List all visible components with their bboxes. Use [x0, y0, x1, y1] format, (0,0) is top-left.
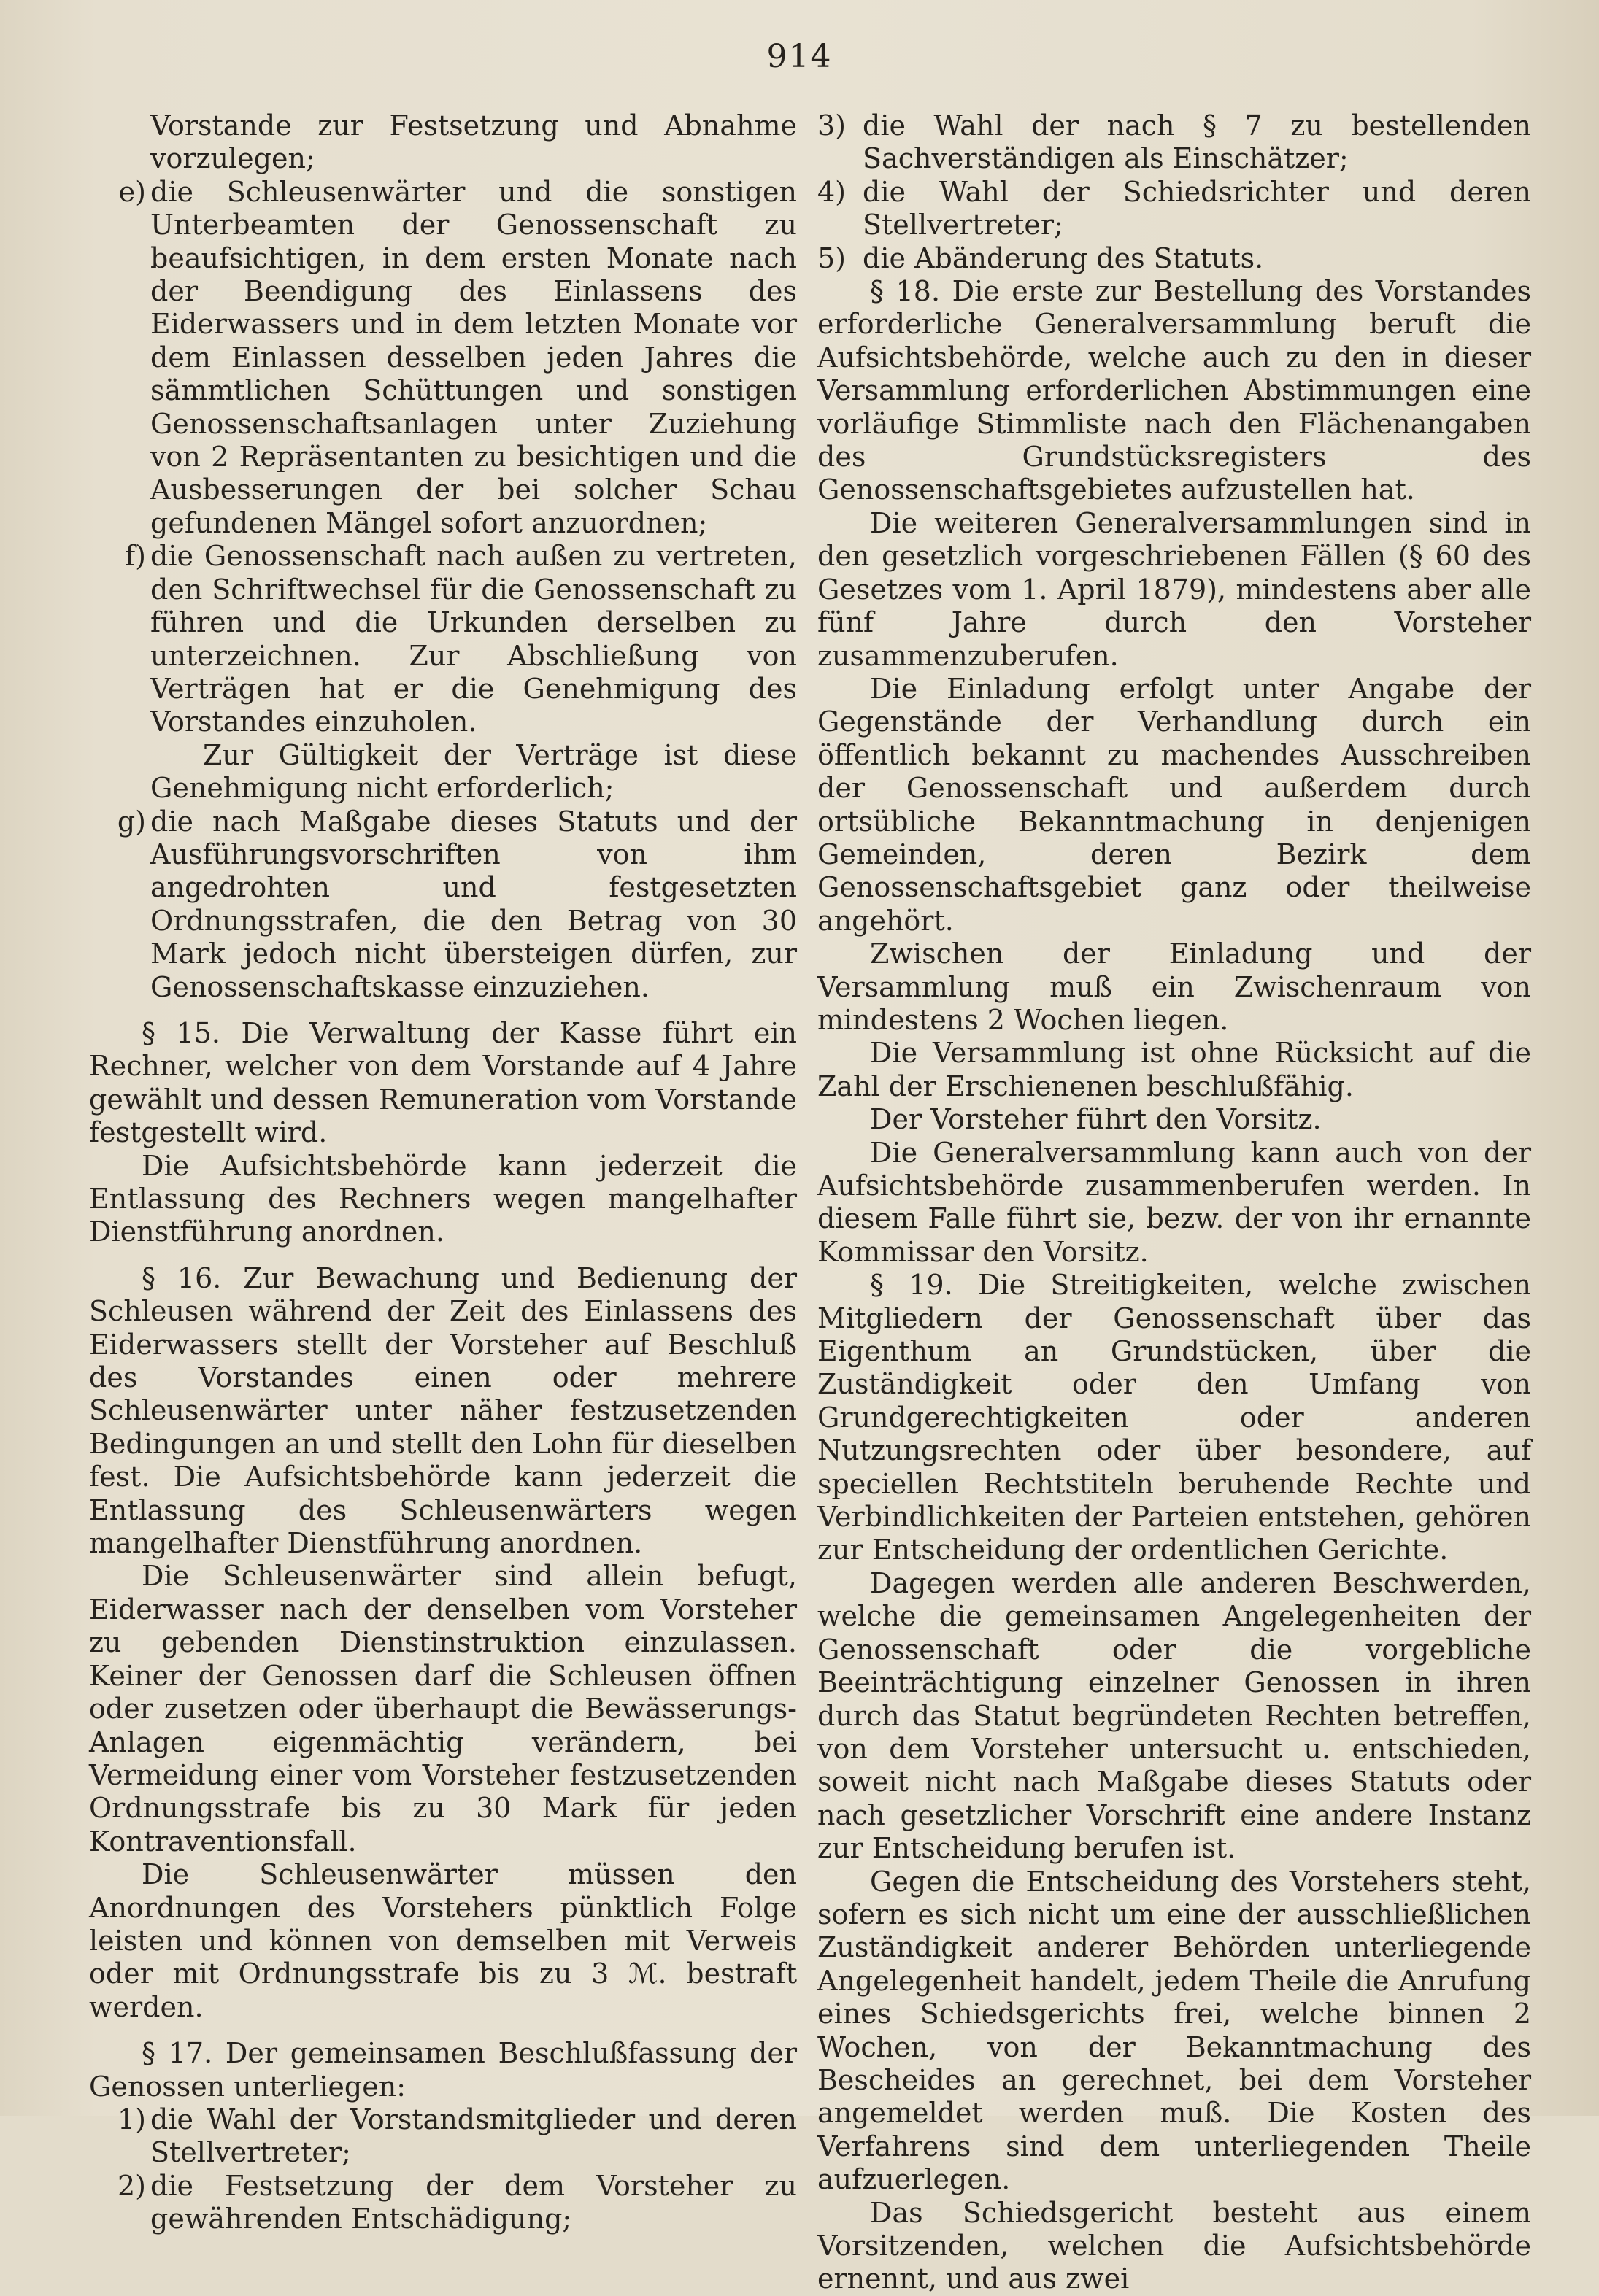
- section-19: § 19. Die Streitigkeiten, welche zwischen Mitgliedern der Genossenschaft über das Eigenthum an Grundstücken, über die Zuständigkeit oder den Umfang von Grundgerechtigkeiten oder anderen Nutzungsrechten oder über besondere, auf speciellen Rechtstiteln beruhende Rechte und Verbindlichkeiten der Parteien entstehen, gehören zur Entscheidung der ordentlichen Gerichte.: [817, 1269, 1531, 1566]
- list-label: g): [117, 805, 146, 838]
- list-label: 1): [117, 2103, 146, 2135]
- page-number: 914: [766, 38, 833, 75]
- paragraph: Die Schleusenwärter sind allein befugt, Eiderwasser nach der denselben vom Vorsteher zu gebenden Dienstinstruktion einzulassen. Keiner der Genossen darf die Schleusen öffnen oder zusetzen oder überhaupt die Bewässerungs-Anlagen eigenmächtig verändern, bei Vermeidung einer vom Vorsteher festzusetzenden Ordnungsstrafe bis zu 30 Mark für jeden Kontraventionsfall.: [89, 1560, 797, 1858]
- paragraph: Dagegen werden alle anderen Beschwerden, welche die gemeinsamen Angelegenheiten der Genossenschaft oder die vorgebliche Beeinträchtigung einzelner Genossen in ihren durch das Statut begründeten Rechten betreffen, von dem Vorsteher untersucht u. entschieden, soweit nicht nach Maßgabe dieses Statuts oder nach gesetzlicher Vorschrift eine andere Instanz zur Entscheidung berufen ist.: [817, 1566, 1531, 1865]
- section-18: § 18. Die erste zur Bestellung des Vorstandes erforderliche Generalversammlung beruft die Aufsichtsbehörde, welche auch zu den in dieser Versammlung erforderlichen Abstimmungen eine vorläufige Stimmliste nach den Flächenangaben des Grundstücksregisters des Genossenschaftsgebietes aufzustellen hat.: [817, 275, 1531, 506]
- list-text: die Festsetzung der dem Vorsteher zu gewährenden Entschädigung;: [150, 2169, 797, 2235]
- paragraph: Zwischen der Einladung und der Versammlung muß ein Zwischenraum von mindestens 2 Wochen liegen.: [817, 938, 1531, 1036]
- list-label: e): [118, 175, 146, 208]
- paragraph: Das Schiedsgericht besteht aus einem Vorsitzenden, welchen die Aufsichtsbehörde ernennt, und aus zwei: [817, 2196, 1531, 2295]
- list-item-4: [817, 176, 1531, 242]
- paragraph: Die weiteren Generalversammlungen sind in den gesetzlich vorgeschriebenen Fällen (§ 60 des Gesetzes vom 1. April 1879), mindestens aber alle fünf Jahre durch den Vorsteher zusammenzuberufen.: [817, 506, 1531, 672]
- list-text: die Wahl der Vorstandsmitglieder und deren Stellvertreter;: [150, 2103, 797, 2169]
- list-label: 2): [117, 2169, 146, 2202]
- section-15: § 15. Die Verwaltung der Kasse führt ein Rechner, welcher von dem Vorstande auf 4 Jahre gewählt und dessen Remuneration vom Vorstande festgestellt wird.: [89, 1016, 797, 1149]
- list-item-f-note: Zur Gültigkeit der Verträge ist diese Genehmigung nicht erforderlich;: [150, 738, 797, 805]
- list-item-5: [817, 242, 1531, 275]
- right-column: [817, 109, 1531, 2296]
- list-text: die Wahl der Schiedsrichter und deren Stellvertreter;: [863, 175, 1531, 241]
- list-item-g: [89, 805, 797, 1004]
- paragraph: Die Generalversammlung kann auch von der Aufsichtsbehörde zusammenberufen werden. In diesem Falle führt sie, bezw. der von ihr ernannte Kommissar den Vorsitz.: [817, 1136, 1531, 1268]
- list-item-1: [89, 2103, 797, 2170]
- list-item-e: [89, 176, 797, 540]
- list-text: die Genossenschaft nach außen zu vertreten, den Schriftwechsel für die Genossenschaft zu führen und die Urkunden derselben zu unterzeichnen. Zur Abschließung von Verträgen hat er die Genehmigung des Vorstandes einzuholen.: [150, 540, 797, 738]
- paragraph: Die Einladung erfolgt unter Angabe der Gegenstände der Verhandlung durch ein öffentlich bekannt zu machendes Ausschreiben der Genossenschaft und außerdem durch ortsübliche Bekanntmachung in denjenigen Gemeinden, deren Bezirk dem Genossenschaftsgebiet ganz oder theilweise angehört.: [817, 672, 1531, 937]
- section-16: § 16. Zur Bewachung und Bedienung der Schleusen während der Zeit des Einlassens des Eiderwassers stellt der Vorsteher auf Beschluß des Vorstandes einen oder mehrere Schleusenwärter unter näher festzusetzenden Bedingungen an und stellt den Lohn für dieselben fest. Die Aufsichtsbehörde kann jederzeit die Entlassung des Schleusenwärters wegen mangelhafter Dienstführung anordnen.: [89, 1261, 797, 1560]
- list-text: die nach Maßgabe dieses Statuts und der Ausführungsvorschriften von ihm angedrohten und festgesetzten Ordnungsstrafen, die den Betrag von 30 Mark jedoch nicht übersteigen dürfen, zur Genossenschaftskasse einzuziehen.: [150, 805, 797, 1003]
- list-item-3: [817, 109, 1531, 176]
- paragraph: Gegen die Entscheidung des Vorstehers steht, sofern es sich nicht um eine der ausschließlichen Zuständigkeit anderer Behörden unterliegende Angelegenheit handelt, jedem Theile die Anrufung eines Schiedsgerichts frei, welche binnen 2 Wochen, von der Bekanntmachung des Bescheides an gerechnet, bei dem Vorsteher angemeldet werden muß. Die Kosten des Verfahrens sind dem unterliegenden Theile aufzuerlegen.: [817, 1865, 1531, 2196]
- list-label: 3): [817, 109, 847, 142]
- paragraph: Die Versammlung ist ohne Rücksicht auf die Zahl der Erschienenen beschlußfähig.: [817, 1037, 1531, 1102]
- list-label: 4): [817, 175, 847, 208]
- list-item-f: [89, 540, 797, 738]
- list-item-2: [89, 2170, 797, 2236]
- paragraph: Die Schleusenwärter müssen den Anordnungen des Vorstehers pünktlich Folge leisten und können von demselben mit Verweis oder mit Ordnungsstrafe bis zu 3 ℳ. bestraft werden.: [89, 1858, 797, 2023]
- continued-paragraph: Vorstande zur Festsetzung und Abnahme vorzulegen;: [150, 109, 797, 175]
- paragraph: Die Aufsichtsbehörde kann jederzeit die Entlassung des Rechners wegen mangelhafter Dienstführung anordnen.: [89, 1149, 797, 1248]
- list-text: die Schleusenwärter und die sonstigen Unterbeamten der Genossenschaft zu beaufsichtigen, in dem ersten Monate nach der Beendigung des Einlassens des Eiderwassers und in dem letzten Monate vor dem Einlassen desselben jeden Jahres die sämmtlichen Schüttungen und sonstigen Genossenschaftsanlagen unter Zuziehung von 2 Repräsentanten zu besichtigen und die Ausbesserungen der bei solcher Schau gefundenen Mängel sofort anzuordnen;: [150, 175, 797, 539]
- section-17: § 17. Der gemeinsamen Beschlußfassung der Genossen unterliegen:: [89, 2037, 797, 2103]
- paragraph: Der Vorsteher führt den Vorsitz.: [870, 1103, 1322, 1136]
- list-label: 5): [817, 241, 847, 274]
- list-text: die Abänderung des Statuts.: [863, 241, 1264, 274]
- list-text: die Wahl der nach § 7 zu bestellenden Sachverständigen als Einschätzer;: [863, 109, 1531, 175]
- list-label: f): [125, 540, 146, 573]
- left-column: [89, 109, 797, 2236]
